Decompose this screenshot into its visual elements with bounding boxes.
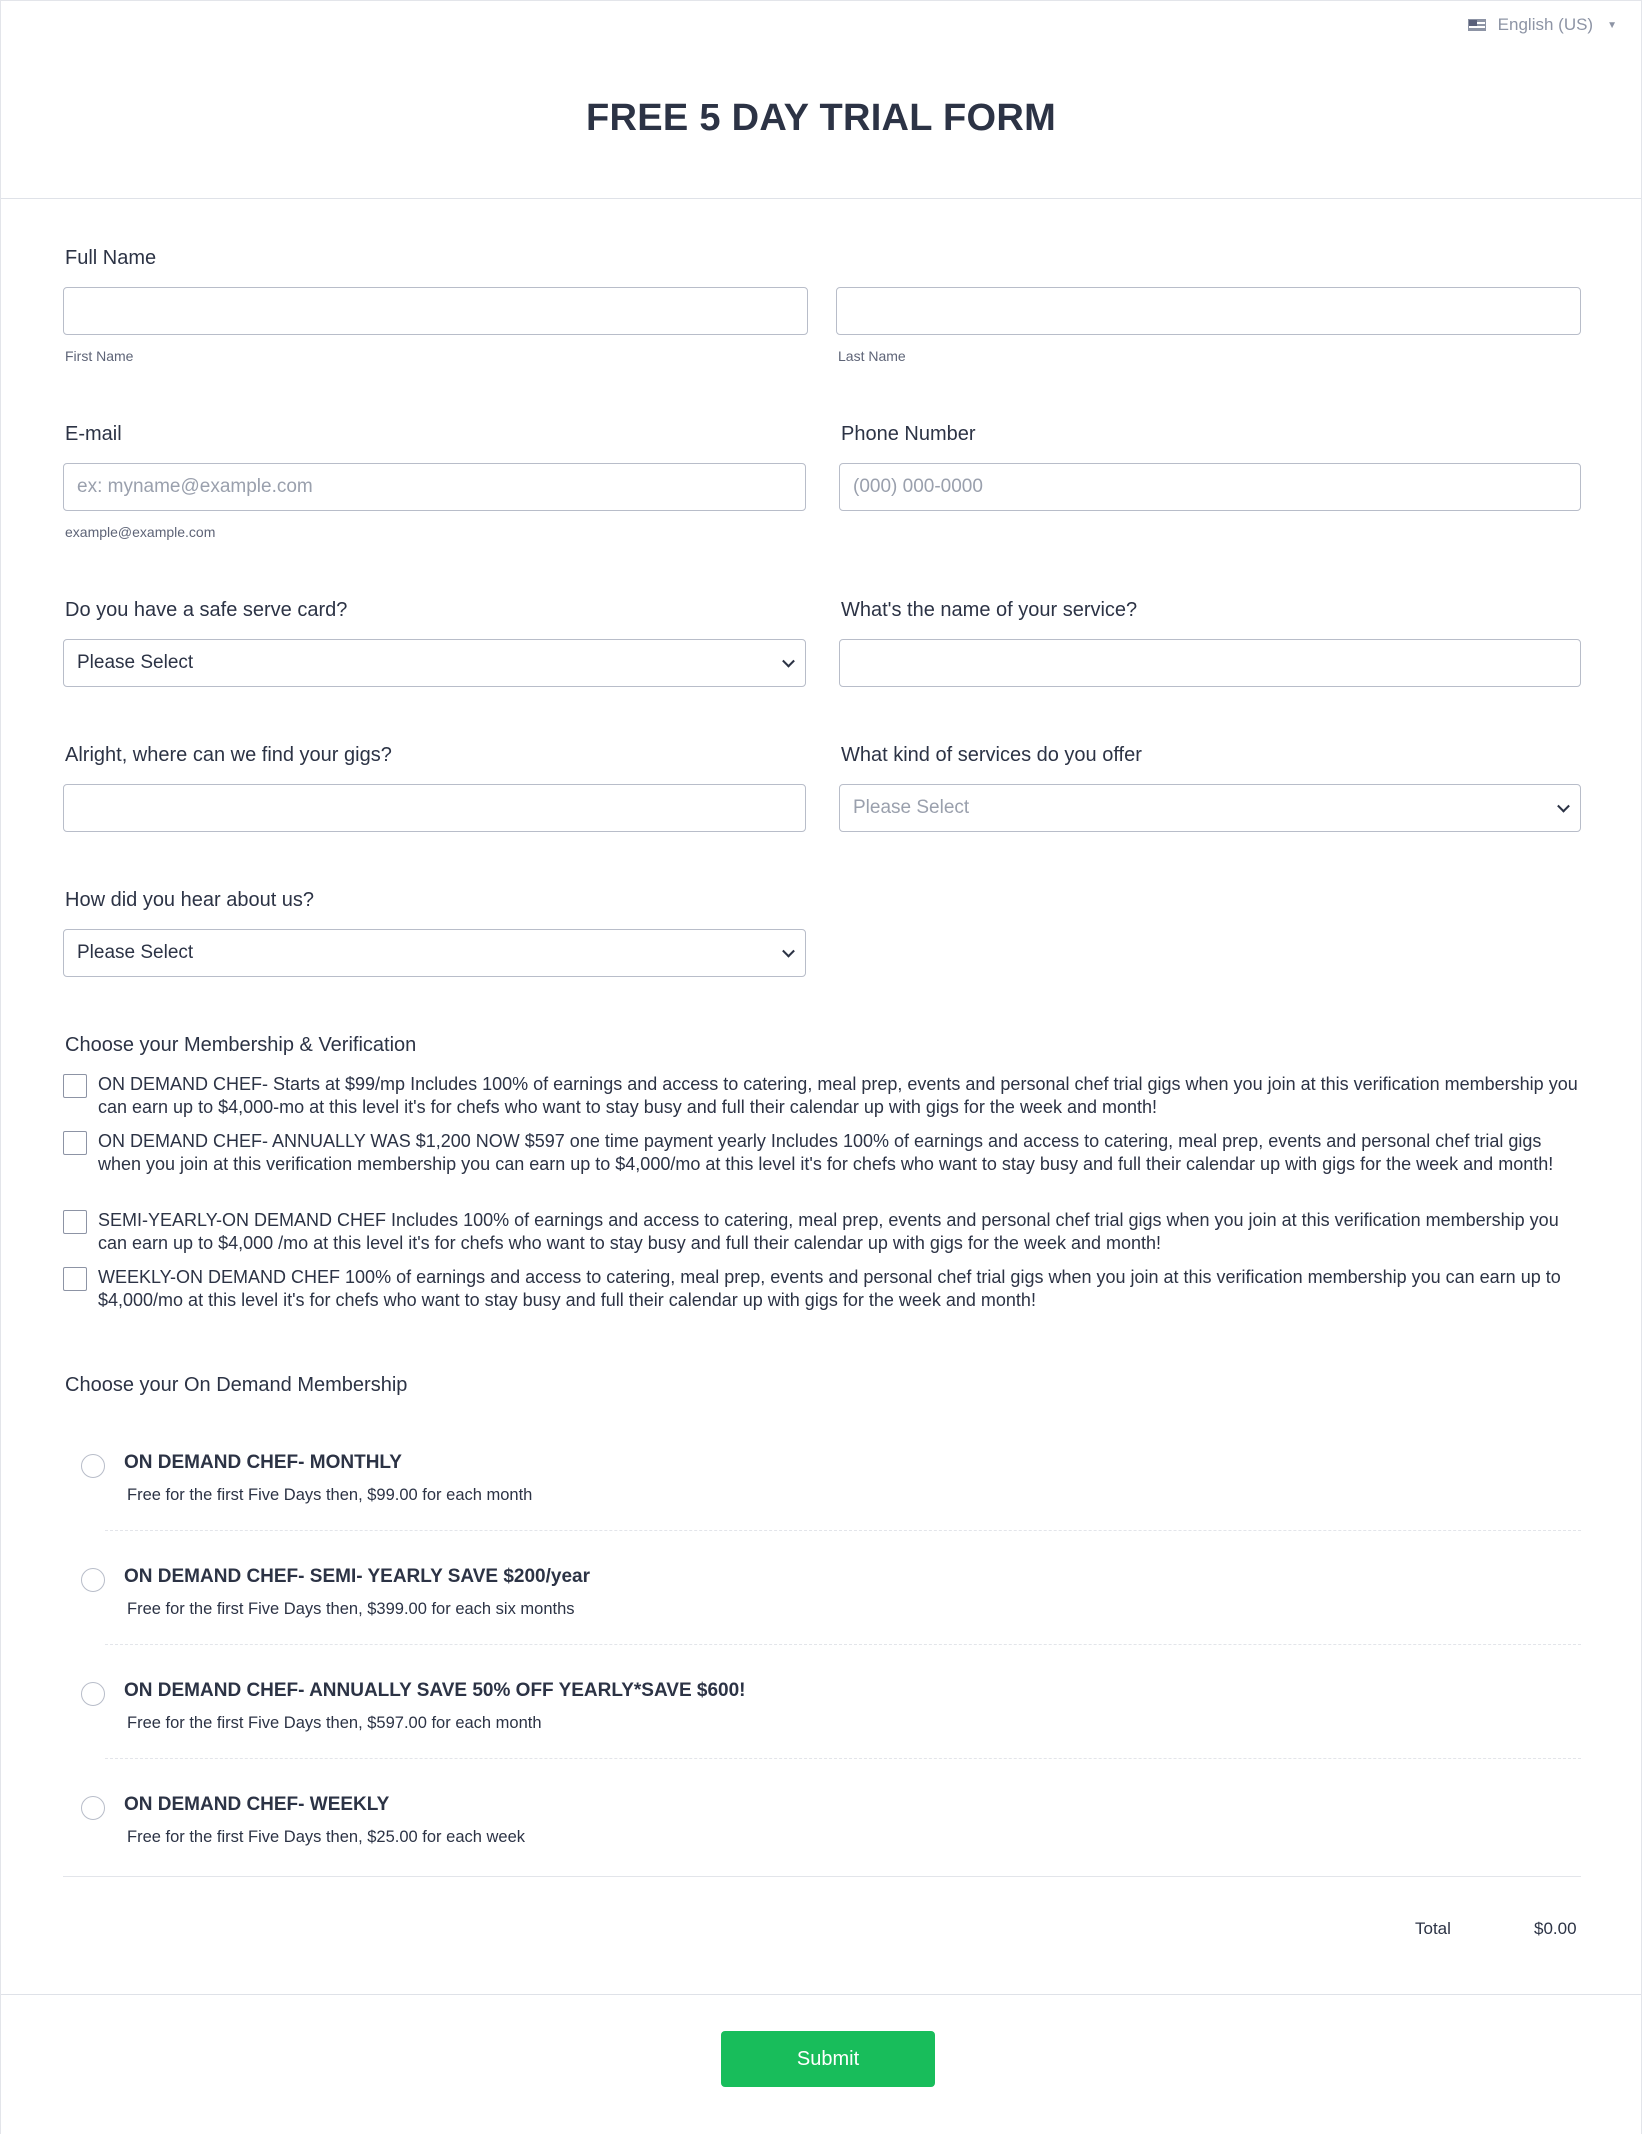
divider bbox=[105, 1530, 1581, 1531]
service-name-input[interactable] bbox=[839, 639, 1581, 687]
first-name-input[interactable] bbox=[63, 287, 808, 335]
product-radio[interactable] bbox=[81, 1454, 105, 1478]
first-name-sublabel: First Name bbox=[65, 348, 134, 364]
safe-serve-select[interactable] bbox=[63, 639, 806, 687]
total-divider bbox=[63, 1876, 1581, 1877]
gigs-label: Alright, where can we find your gigs? bbox=[65, 744, 392, 766]
membership-verification-label: Choose your Membership & Verification bbox=[65, 1034, 417, 1056]
product-name: ON DEMAND CHEF- WEEKLY bbox=[124, 1794, 390, 1815]
chevron-down-icon bbox=[782, 945, 795, 958]
product-description: Free for the first Five Days then, $597.00 for each month bbox=[127, 1714, 542, 1732]
language-label: English (US) bbox=[1497, 15, 1594, 34]
product-name: ON DEMAND CHEF- MONTHLY bbox=[124, 1452, 402, 1473]
membership-option[interactable] bbox=[63, 1209, 1583, 1255]
phone-label: Phone Number bbox=[841, 423, 976, 445]
membership-option-text: SEMI-YEARLY-ON DEMAND CHEF Includes 100% of earnings and access to catering, meal prep, events and personal chef trial gigs when you join at this verification membership you can earn up to $4,000 /mo at this level it's for chefs who want to stay busy and full their calendar up with gigs for the week and month! bbox=[98, 1210, 1559, 1253]
full-name-label: Full Name bbox=[65, 247, 157, 269]
product-description: Free for the first Five Days then, $399.00 for each six months bbox=[127, 1600, 575, 1618]
last-name-input[interactable] bbox=[836, 287, 1581, 335]
product-radio[interactable] bbox=[81, 1568, 105, 1592]
on-demand-label: Choose your On Demand Membership bbox=[65, 1374, 408, 1396]
product-item[interactable] bbox=[63, 1669, 1581, 1783]
membership-option[interactable] bbox=[63, 1073, 1583, 1119]
safe-serve-selected: Please Select bbox=[77, 652, 194, 673]
total-label: Total bbox=[1415, 1919, 1451, 1938]
gigs-input[interactable] bbox=[63, 784, 806, 832]
services-offer-selected: Please Select bbox=[853, 797, 970, 818]
product-item[interactable] bbox=[63, 1555, 1581, 1669]
membership-checkbox[interactable] bbox=[63, 1131, 87, 1155]
membership-option[interactable] bbox=[63, 1130, 1583, 1176]
product-radio[interactable] bbox=[81, 1682, 105, 1706]
total-value: $0.00 bbox=[1534, 1919, 1577, 1938]
membership-option-text: ON DEMAND CHEF- ANNUALLY WAS $1,200 NOW $597 one time payment yearly Includes 100% of earnings and access to catering, meal prep, events and personal chef trial gigs when you join at this verification membership you can earn up to $4,000/mo at this level it's for chefs who want to stay busy and full their calendar up with gigs for the week and month! bbox=[98, 1131, 1554, 1174]
email-sublabel: example@example.com bbox=[65, 524, 216, 540]
safe-serve-label: Do you have a safe serve card? bbox=[65, 599, 348, 621]
product-item[interactable] bbox=[63, 1783, 1581, 1873]
membership-checkbox[interactable] bbox=[63, 1074, 87, 1098]
form-header bbox=[1, 1, 1641, 199]
product-name: ON DEMAND CHEF- SEMI- YEARLY SAVE $200/year bbox=[124, 1566, 590, 1587]
product-item[interactable] bbox=[63, 1441, 1581, 1555]
product-description: Free for the first Five Days then, $25.00 for each week bbox=[127, 1828, 526, 1846]
page-title: FREE 5 DAY TRIAL FORM bbox=[585, 97, 1057, 139]
product-radio[interactable] bbox=[81, 1796, 105, 1820]
hear-about-select[interactable] bbox=[63, 929, 806, 977]
chevron-down-icon bbox=[782, 655, 795, 668]
divider bbox=[105, 1758, 1581, 1759]
membership-checkbox[interactable] bbox=[63, 1210, 87, 1234]
membership-option[interactable] bbox=[63, 1266, 1583, 1312]
product-description: Free for the first Five Days then, $99.00 for each month bbox=[127, 1486, 533, 1504]
language-selector[interactable] bbox=[1468, 15, 1617, 35]
us-flag-icon bbox=[1468, 19, 1486, 31]
services-offer-label: What kind of services do you offer bbox=[841, 744, 1142, 766]
service-name-label: What's the name of your service? bbox=[841, 599, 1138, 621]
chevron-down-icon: ▼ bbox=[1607, 19, 1617, 31]
email-input[interactable]: ex: myname@example.com bbox=[63, 463, 806, 511]
membership-checkbox[interactable] bbox=[63, 1267, 87, 1291]
last-name-sublabel: Last Name bbox=[838, 348, 906, 364]
submit-button[interactable]: Submit bbox=[721, 2031, 935, 2087]
divider bbox=[105, 1644, 1581, 1645]
email-label: E-mail bbox=[65, 423, 122, 445]
services-offer-select[interactable] bbox=[839, 784, 1581, 832]
membership-option-text: ON DEMAND CHEF- Starts at $99/mp Includes 100% of earnings and access to catering, meal prep, events and personal chef trial gigs when you join at this verification membership you can earn up to $4,000-mo at this level it's for chefs who want to stay busy and full their calendar up with gigs for the week and month! bbox=[98, 1074, 1578, 1117]
hear-about-label: How did you hear about us? bbox=[65, 889, 315, 911]
membership-option-text: WEEKLY-ON DEMAND CHEF 100% of earnings and access to catering, meal prep, events and personal chef trial gigs when you join at this verification membership you can earn up to $4,000/mo at this level it's for chefs who want to stay busy and full their calendar up with gigs for the week and month! bbox=[98, 1267, 1561, 1310]
chevron-down-icon bbox=[1557, 800, 1570, 813]
product-name: ON DEMAND CHEF- ANNUALLY SAVE 50% OFF YEARLY*SAVE $600! bbox=[124, 1680, 746, 1701]
hear-about-selected: Please Select bbox=[77, 942, 194, 963]
phone-input[interactable]: (000) 000-0000 bbox=[839, 463, 1581, 511]
